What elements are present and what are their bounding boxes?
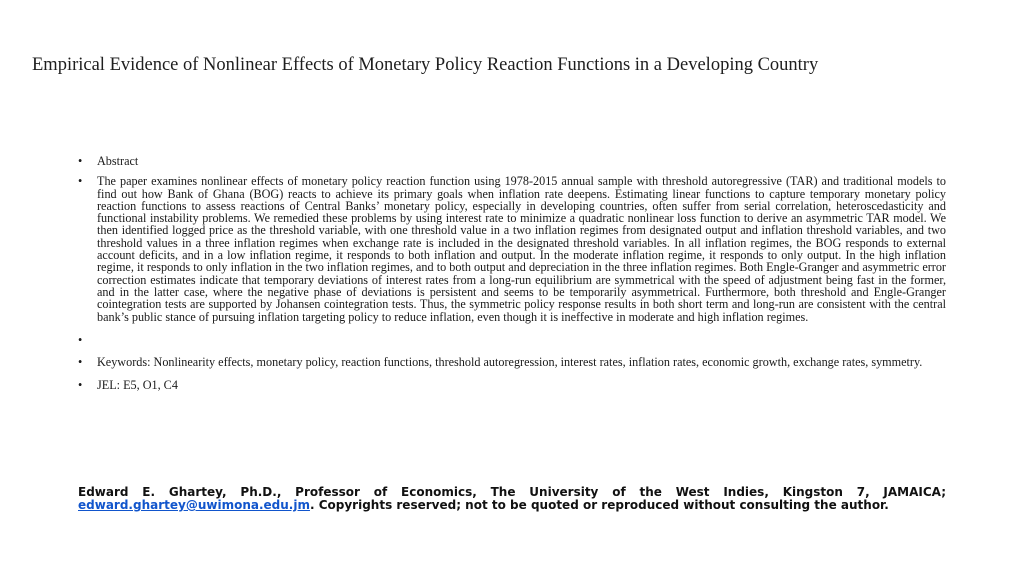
bullet-list <box>78 155 946 403</box>
author-footer <box>78 486 946 512</box>
author-email-link[interactable]: edward.ghartey@uwimona.edu.jm <box>78 498 310 512</box>
bullet-abstract-label: • Abstract <box>78 155 946 167</box>
bullet-empty <box>78 334 946 346</box>
author-name-line: Edward E. Ghartey, Ph.D., Professor of Economics, The University of the West Indies, Kingston 7, JAMAICA; <box>78 485 946 499</box>
bullet-abstract-text: • The paper examines nonlinear effects of monetary policy reaction function using 1978-2015 annual sample with threshold autoregressive (TAR) and traditional models to find out how Bank of Ghana (BOG) reacts to achieve its primary goals when inflation rate deepens. Estimating linear functions to capture temporary monetary policy reaction functions to assess reactions of Central Banks’ monetary policy, especially in developing countries, often suffer from serial correlation, heteroscedasticity and functional instability problems. We remedied these problems by using interest rate to minimize a quadratic nonlinear loss function to derive an asymmetric TAR model. We then identified logged price as the threshold variable, with one threshold value in a two inflation regimes from designated output and inflation threshold variables, and two threshold values in a three inflation regimes when exchange rate is included in the designated threshold variables. In all inflation regimes, the BOG responds to external account deficits, and in a low inflation regime, it responds to both inflation and output. In the moderate inflation regime, it responds to only output. In the high inflation regime, it responds to only inflation in the two inflation regimes, and to both output and depreciation in the three inflation regimes. Both Engle-Granger and asymmetric error correction estimates indicate that temporary deviations of interest rates from a long-run equilibrium are symmetrical with the speed of adjustment being fast in the former, and in the latter case, where the negative phase of deviations is persistent and seems to be temporarily asymmetrical. Furthermore, both threshold and Engle-Granger cointegration tests are supported by Johansen cointegration tests. Thus, the symmetric policy response results in both short term and long-run are consistent with the central bank’s public stance of pursuing inflation targeting policy to reduce inflation, even though it is ineffective in moderate and high inflation regimes. <box>78 175 946 323</box>
bullet-keywords: • Keywords: Nonlinearity effects, monetary policy, reaction functions, threshold autoregression, interest rates, inflation rates, economic growth, exchange rates, symmetry. <box>78 356 946 368</box>
bullet-jel: • JEL: E5, O1, C4 <box>78 379 946 391</box>
copyright-notice: . Copyrights reserved; not to be quoted or reproduced without consulting the author. <box>309 498 889 512</box>
slide-title: Empirical Evidence of Nonlinear Effects of Monetary Policy Reaction Functions in a Developing Country <box>32 55 819 75</box>
